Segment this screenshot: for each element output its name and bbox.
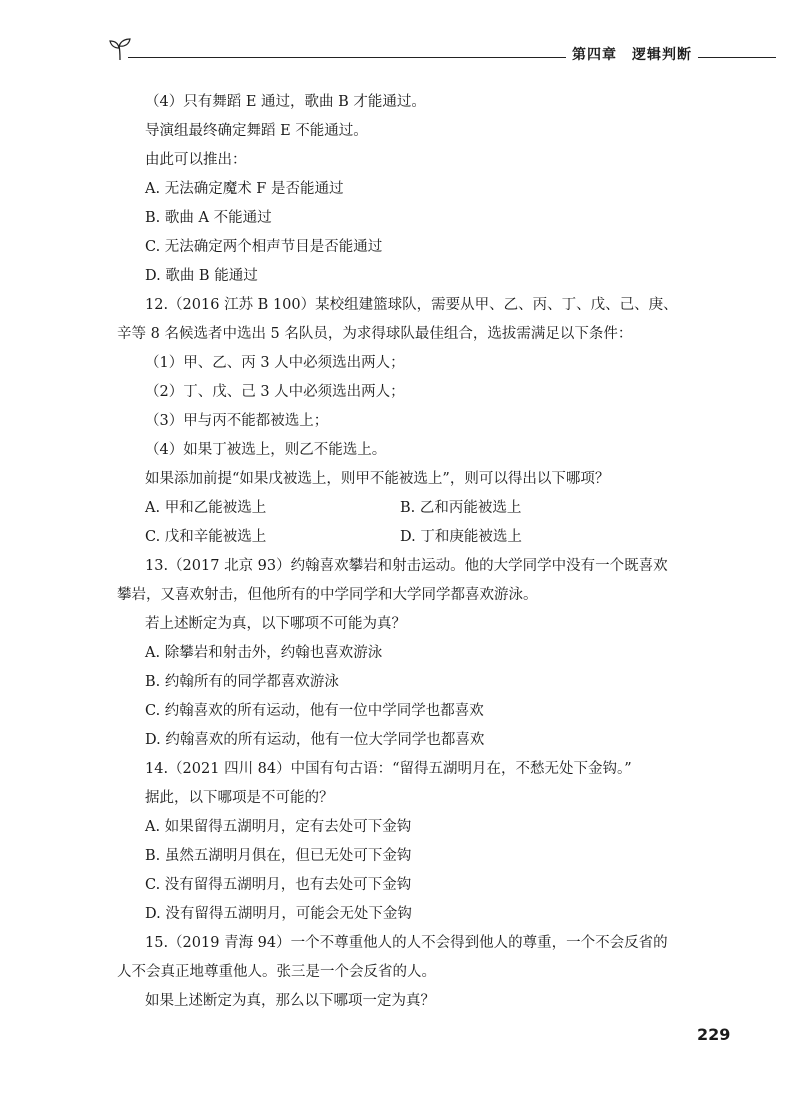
page-number: 229: [697, 1025, 731, 1044]
option-a: A. 如果留得五湖明月，定有去处可下金钩: [145, 819, 412, 835]
question-15-stem-cont: 人不会真正地尊重他人。张三是一个会反省的人。: [117, 964, 436, 980]
condition-line: （2）丁、戊、己 3 人中必须选出两人；: [145, 384, 405, 400]
option-b: B. 乙和丙能被选上: [400, 500, 522, 516]
question-12-stem: 12.（2016 江苏 B 100）某校组建篮球队，需要从甲、乙、丙、丁、戊、己、庚、: [145, 297, 678, 313]
question-14-ask: 据此，以下哪项是不可能的？: [145, 790, 334, 806]
chapter-title: 第四章 逻辑判断: [566, 44, 698, 64]
option-b: B. 约翰所有的同学都喜欢游泳: [145, 674, 339, 690]
option-line: B. 歌曲 A 不能通过: [145, 210, 272, 226]
question-15-stem: 15.（2019 青海 94）一个不尊重他人的人不会得到他人的尊重，一个不会反省的: [145, 935, 668, 951]
options-row: [145, 494, 700, 523]
page-header: [108, 36, 778, 66]
text-line: （4）只有舞蹈 E 通过，歌曲 B 才能通过。: [145, 94, 426, 110]
options-row: [145, 523, 700, 552]
question-13-ask: 若上述断定为真，以下哪项不可能为真？: [145, 616, 406, 632]
option-d: D. 丁和庚能被选上: [400, 529, 522, 545]
question-14-stem: 14.（2021 四川 84）中国有句古语：“留得五湖明月在，不愁无处下金钩。”: [145, 761, 632, 777]
question-15-ask: 如果上述断定为真，那么以下哪项一定为真？: [145, 993, 435, 1009]
question-13-stem-cont: 攀岩，又喜欢射击，但他所有的中学同学和大学同学都喜欢游泳。: [117, 587, 538, 603]
option-a: A. 甲和乙能被选上: [145, 500, 267, 516]
option-d: D. 没有留得五湖明月，可能会无处下金钩: [145, 906, 412, 922]
option-d: D. 约翰喜欢的所有运动，他有一位大学同学也都喜欢: [145, 732, 485, 748]
page-content: [117, 88, 700, 1016]
option-b: B. 虽然五湖明月俱在，但已无处可下金钩: [145, 848, 412, 864]
option-line: C. 无法确定两个相声节目是否能通过: [145, 239, 383, 255]
option-c: C. 约翰喜欢的所有运动，他有一位中学同学也都喜欢: [145, 703, 484, 719]
option-line: D. 歌曲 B 能通过: [145, 268, 258, 284]
option-c: C. 戊和辛能被选上: [145, 529, 267, 545]
question-13-stem: 13.（2017 北京 93）约翰喜欢攀岩和射击运动。他的大学同学中没有一个既喜欢: [145, 558, 668, 574]
option-line: A. 无法确定魔术 F 是否能通过: [145, 181, 344, 197]
text-line: 导演组最终确定舞蹈 E 不能通过。: [145, 123, 368, 139]
condition-line: （4）如果丁被选上，则乙不能选上。: [145, 442, 387, 458]
condition-line: （3）甲与丙不能都被选上；: [145, 413, 329, 429]
sprout-icon: [108, 36, 136, 62]
question-12-ask: 如果添加前提“如果戊被选上，则甲不能被选上”，则可以得出以下哪项？: [145, 471, 610, 487]
question-12-stem-cont: 辛等 8 名候选者中选出 5 名队员，为求得球队最佳组合，选拔需满足以下条件：: [117, 326, 633, 342]
option-a: A. 除攀岩和射击外，约翰也喜欢游泳: [145, 645, 383, 661]
option-c: C. 没有留得五湖明月，也有去处可下金钩: [145, 877, 412, 893]
text-line: 由此可以推出：: [145, 152, 247, 168]
condition-line: （1）甲、乙、丙 3 人中必须选出两人；: [145, 355, 405, 371]
header-rule-right: [696, 57, 776, 58]
